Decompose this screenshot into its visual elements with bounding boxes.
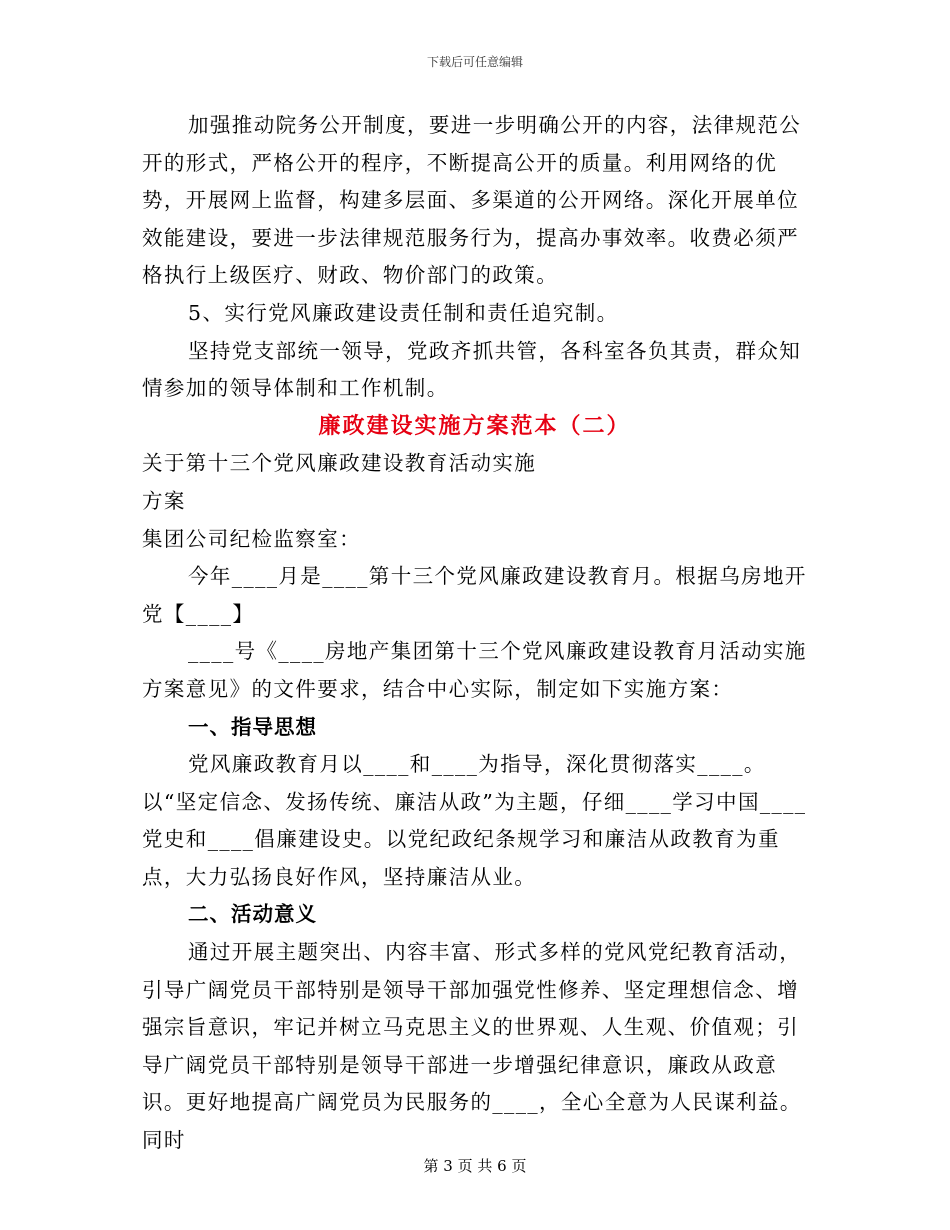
paragraph-领导体制: 坚持党支部统一领导，党政齐抓共管，各科室各负其责，群众知情参加的领导体制和工作机制。 — [142, 338, 802, 401]
section-heading-activity-significance: 二、活动意义 — [188, 902, 317, 927]
section-text-activity-significance: 通过开展主题突出、内容丰富、形式多样的党风党纪教育活动，引导广阔党员干部特别是领导干部加强党性修养、坚定理想信念、增强宗旨意识，牢记并树立马克思主义的世界观、人生观、价值观；引导广阔党员干部特别是领导干部进一步增强纪律意识，廉政从政意识。更好地提高广阔党员为民服务的____，全心全意为人民谋利益。同时 — [142, 940, 802, 1153]
list-item-5: 5、实行党风廉政建设责任制和责任追究制。 — [188, 300, 619, 325]
paragraph-intro-line-1: 今年____月是____第十三个党风廉政建设教育月。根据乌房地开党【____】 — [142, 564, 807, 626]
document-body — [142, 107, 807, 1160]
page-footer: 第 3 页 共 6 页 — [423, 1157, 527, 1175]
document-title: 廉政建设实施方案范本（二） — [318, 412, 631, 439]
subtitle-line-1: 关于第十三个党风廉政建设教育活动实施 — [142, 451, 537, 476]
page-header: 下载后可任意编辑 — [426, 55, 523, 69]
section-text-guiding-thought: 党风廉政教育月以____和____为指导，深化贯彻落实____。以“坚定信念、发扬传统、廉洁从政”为主题，仔细____学习中国____党史和____倡廉建设史。以党纪政纪条规学习和廉洁从政教育为重点，大力弘扬良好作风，坚持廉洁从业。 — [142, 752, 807, 889]
paragraph-intro-line-2: ____号《____房地产集团第十三个党风廉政建设教育月活动实施方案意见》的文件要求，结合中心实际，制定如下实施方案： — [142, 639, 807, 701]
subtitle-line-2: 方案 — [142, 488, 186, 513]
paragraph-院务公开: 加强推动院务公开制度，要进一步明确公开的内容，法律规范公开的形式，严格公开的程序，不断提高公开的质量。利用网络的优势，开展网上监督，构建多层面、多渠道的公开网络。深化开展单位效能建设，要进一步法律规范服务行为，提高办事效率。收费必须严格执行上级医疗、财政、物价部门的政策。 — [142, 113, 802, 288]
addressee: 集团公司纪检监察室： — [142, 526, 361, 551]
section-heading-guiding-thought: 一、指导思想 — [188, 714, 317, 739]
